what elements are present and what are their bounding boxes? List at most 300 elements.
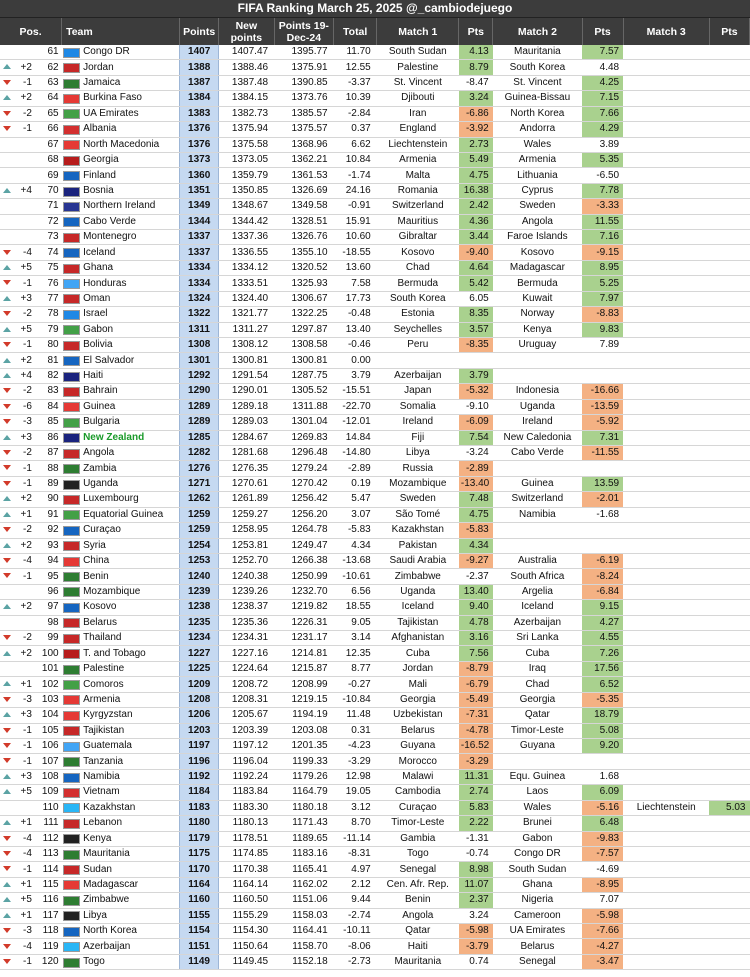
match1-points xyxy=(459,353,493,368)
match1-points: 9.40 xyxy=(459,600,493,615)
rank-position: 82 xyxy=(35,368,62,383)
team-name: North Macedonia xyxy=(81,137,180,152)
match2-points: -16.66 xyxy=(582,384,623,399)
match1-points: 16.38 xyxy=(459,183,493,198)
match2-points: -5.16 xyxy=(582,800,623,815)
table-row xyxy=(0,183,750,198)
rank-position: 88 xyxy=(35,461,62,476)
match3-points xyxy=(709,708,749,723)
rank-position: 104 xyxy=(35,708,62,723)
match1-points: -3.29 xyxy=(459,754,493,769)
table-row xyxy=(0,677,750,692)
new-points: 1384.15 xyxy=(219,91,274,106)
match1-points: 5.49 xyxy=(459,152,493,167)
match2-opponent: Laos xyxy=(493,785,582,800)
old-points: 1320.52 xyxy=(274,260,334,275)
down-arrow-icon xyxy=(0,631,14,646)
total-change: 8.77 xyxy=(334,661,377,676)
old-points: 1256.42 xyxy=(274,492,334,507)
flag-icon xyxy=(63,587,80,597)
match3-opponent xyxy=(623,646,709,661)
up-arrow-icon xyxy=(0,183,14,198)
rank-position: 112 xyxy=(35,831,62,846)
total-change: 12.55 xyxy=(334,60,377,75)
points: 1376 xyxy=(180,137,219,152)
new-points: 1174.85 xyxy=(219,846,274,861)
rank-change: -4 xyxy=(14,846,35,861)
table-row xyxy=(0,816,750,831)
match1-opponent: Georgia xyxy=(377,692,459,707)
new-points: 1224.64 xyxy=(219,661,274,676)
match3-points xyxy=(709,924,749,939)
match3-opponent xyxy=(623,492,709,507)
table-row xyxy=(0,507,750,522)
triangle-down-icon xyxy=(3,342,11,347)
match3-points xyxy=(709,183,749,198)
old-points: 1362.21 xyxy=(274,152,334,167)
match1-opponent: Djibouti xyxy=(377,91,459,106)
match1-points: -5.83 xyxy=(459,523,493,538)
flag-icon xyxy=(63,803,80,813)
match3-opponent xyxy=(623,230,709,245)
match2-opponent: Iceland xyxy=(493,600,582,615)
flag-cell xyxy=(62,908,82,923)
flag-cell xyxy=(62,307,82,322)
up-arrow-icon xyxy=(0,492,14,507)
points: 1387 xyxy=(180,75,219,90)
match1-opponent: Belarus xyxy=(377,723,459,738)
match2-points: -8.95 xyxy=(582,877,623,892)
flag-icon xyxy=(63,387,80,397)
up-arrow-icon xyxy=(0,291,14,306)
match2-points: -1.68 xyxy=(582,507,623,522)
points: 1292 xyxy=(180,368,219,383)
match2-points: 5.35 xyxy=(582,152,623,167)
match1-points: -2.89 xyxy=(459,461,493,476)
match1-opponent: Seychelles xyxy=(377,322,459,337)
rank-change xyxy=(14,800,35,815)
rank-position: 116 xyxy=(35,893,62,908)
match1-points: 4.78 xyxy=(459,615,493,630)
up-arrow-icon xyxy=(0,600,14,615)
total-change: -11.14 xyxy=(334,831,377,846)
new-points: 1183.30 xyxy=(219,800,274,815)
rank-change xyxy=(14,45,35,60)
match3-opponent xyxy=(623,122,709,137)
team-name: Armenia xyxy=(81,692,180,707)
rank-change: -1 xyxy=(14,754,35,769)
match3-points xyxy=(709,476,749,491)
flag-cell xyxy=(62,260,82,275)
rank-change: -2 xyxy=(14,307,35,322)
match1-points: 3.57 xyxy=(459,322,493,337)
team-name: Haiti xyxy=(81,368,180,383)
match1-opponent: Uzbekistan xyxy=(377,708,459,723)
match3-points xyxy=(709,322,749,337)
down-arrow-icon xyxy=(0,338,14,353)
triangle-down-icon xyxy=(3,280,11,285)
new-points: 1238.37 xyxy=(219,600,274,615)
rank-change: -4 xyxy=(14,939,35,954)
team-name: Thailand xyxy=(81,631,180,646)
match1-opponent: Gambia xyxy=(377,831,459,846)
flag-cell xyxy=(62,954,82,969)
total-change: -10.11 xyxy=(334,924,377,939)
rank-position: 80 xyxy=(35,338,62,353)
match2-opponent: Mauritania xyxy=(493,45,582,60)
down-arrow-icon xyxy=(0,846,14,861)
team-name: Ghana xyxy=(81,260,180,275)
rank-change: +2 xyxy=(14,353,35,368)
match2-opponent: Georgia xyxy=(493,692,582,707)
match2-points xyxy=(582,754,623,769)
new-points: 1333.51 xyxy=(219,276,274,291)
rank-position: 111 xyxy=(35,816,62,831)
ranking-table xyxy=(0,18,750,970)
new-points: 1290.01 xyxy=(219,384,274,399)
new-points: 1337.36 xyxy=(219,230,274,245)
rank-position: 102 xyxy=(35,677,62,692)
new-points: 1259.27 xyxy=(219,507,274,522)
new-points: 1291.54 xyxy=(219,368,274,383)
team-name: Tajikistan xyxy=(81,723,180,738)
match1-opponent: Afghanistan xyxy=(377,631,459,646)
match3-opponent xyxy=(623,291,709,306)
match3-opponent xyxy=(623,893,709,908)
triangle-down-icon xyxy=(3,465,11,470)
new-points: 1227.16 xyxy=(219,646,274,661)
flag-icon xyxy=(63,649,80,659)
total-change: -5.83 xyxy=(334,523,377,538)
team-name: Oman xyxy=(81,291,180,306)
match2-points: -9.83 xyxy=(582,831,623,846)
match1-opponent: Cen. Afr. Rep. xyxy=(377,877,459,892)
new-points: 1154.30 xyxy=(219,924,274,939)
triangle-up-icon xyxy=(3,188,11,193)
team-name: UA Emirates xyxy=(81,106,180,121)
col-match2: Match 2 xyxy=(493,18,582,45)
flag-icon xyxy=(63,834,80,844)
match1-points: 4.34 xyxy=(459,538,493,553)
table-row xyxy=(0,492,750,507)
total-change: 10.84 xyxy=(334,152,377,167)
flag-cell xyxy=(62,816,82,831)
match3-opponent xyxy=(623,75,709,90)
match1-opponent: Palestine xyxy=(377,60,459,75)
points: 1324 xyxy=(180,291,219,306)
match1-points: 2.37 xyxy=(459,893,493,908)
down-arrow-icon xyxy=(0,924,14,939)
no-change-icon xyxy=(0,214,14,229)
match1-opponent: Cuba xyxy=(377,646,459,661)
rank-change: +4 xyxy=(14,368,35,383)
new-points: 1375.94 xyxy=(219,122,274,137)
match3-points xyxy=(709,430,749,445)
total-change: 14.84 xyxy=(334,430,377,445)
flag-icon xyxy=(63,603,80,613)
rank-position: 108 xyxy=(35,769,62,784)
rank-position: 106 xyxy=(35,738,62,753)
flag-cell xyxy=(62,75,82,90)
match2-opponent: Wales xyxy=(493,137,582,152)
points: 1349 xyxy=(180,199,219,214)
match1-points: 7.48 xyxy=(459,492,493,507)
down-arrow-icon xyxy=(0,415,14,430)
old-points: 1165.41 xyxy=(274,862,334,877)
match3-opponent xyxy=(623,199,709,214)
rank-position: 98 xyxy=(35,615,62,630)
match3-opponent xyxy=(623,677,709,692)
old-points: 1395.77 xyxy=(274,45,334,60)
match3-points xyxy=(709,507,749,522)
match3-opponent xyxy=(623,924,709,939)
old-points: 1373.76 xyxy=(274,91,334,106)
match2-opponent: South Korea xyxy=(493,60,582,75)
match1-points: -8.47 xyxy=(459,75,493,90)
old-points: 1305.52 xyxy=(274,384,334,399)
table-row xyxy=(0,415,750,430)
match1-points: 2.73 xyxy=(459,137,493,152)
flag-cell xyxy=(62,631,82,646)
table-row xyxy=(0,106,750,121)
triangle-up-icon xyxy=(3,882,11,887)
match2-points: 9.15 xyxy=(582,600,623,615)
new-points: 1240.38 xyxy=(219,569,274,584)
match1-points: -8.35 xyxy=(459,338,493,353)
flag-cell xyxy=(62,60,82,75)
match1-points: -5.98 xyxy=(459,924,493,939)
flag-cell xyxy=(62,199,82,214)
match1-points: 4.13 xyxy=(459,45,493,60)
triangle-up-icon xyxy=(3,358,11,363)
match1-opponent: Curaçao xyxy=(377,800,459,815)
old-points: 1201.35 xyxy=(274,738,334,753)
rank-change: -6 xyxy=(14,399,35,414)
flag-cell xyxy=(62,122,82,137)
table-row xyxy=(0,384,750,399)
match3-opponent xyxy=(623,831,709,846)
triangle-down-icon xyxy=(3,527,11,532)
points: 1155 xyxy=(180,908,219,923)
flag-cell xyxy=(62,862,82,877)
points: 1209 xyxy=(180,677,219,692)
triangle-down-icon xyxy=(3,836,11,841)
rank-change: -1 xyxy=(14,476,35,491)
match2-points: 6.09 xyxy=(582,785,623,800)
match3-points xyxy=(709,245,749,260)
table-row xyxy=(0,785,750,800)
match3-opponent xyxy=(623,738,709,753)
match3-points xyxy=(709,738,749,753)
match1-opponent: Gibraltar xyxy=(377,230,459,245)
flag-cell xyxy=(62,445,82,460)
table-row xyxy=(0,445,750,460)
match2-points: 18.79 xyxy=(582,708,623,723)
match3-points xyxy=(709,91,749,106)
total-change: 4.34 xyxy=(334,538,377,553)
rank-position: 105 xyxy=(35,723,62,738)
old-points: 1194.19 xyxy=(274,708,334,723)
match2-opponent: St. Vincent xyxy=(493,75,582,90)
match1-points: 3.44 xyxy=(459,230,493,245)
table-row xyxy=(0,245,750,260)
team-name: Bolivia xyxy=(81,338,180,353)
team-name: Zambia xyxy=(81,461,180,476)
rank-change: -1 xyxy=(14,276,35,291)
total-change: -13.68 xyxy=(334,553,377,568)
match2-opponent: Sweden xyxy=(493,199,582,214)
flag-icon xyxy=(63,418,80,428)
triangle-up-icon xyxy=(3,681,11,686)
points: 1344 xyxy=(180,214,219,229)
total-change: -8.06 xyxy=(334,939,377,954)
match3-points xyxy=(709,276,749,291)
flag-icon xyxy=(63,557,80,567)
points: 1262 xyxy=(180,492,219,507)
rank-position: 114 xyxy=(35,862,62,877)
rank-position: 119 xyxy=(35,939,62,954)
match2-opponent: Sri Lanka xyxy=(493,631,582,646)
match3-points xyxy=(709,152,749,167)
old-points: 1164.79 xyxy=(274,785,334,800)
match2-opponent: South Africa xyxy=(493,569,582,584)
flag-cell xyxy=(62,415,82,430)
points: 1160 xyxy=(180,893,219,908)
old-points: 1158.03 xyxy=(274,908,334,923)
rank-change: -2 xyxy=(14,384,35,399)
match2-opponent: Cabo Verde xyxy=(493,445,582,460)
total-change: -2.89 xyxy=(334,461,377,476)
new-points: 1407.47 xyxy=(219,45,274,60)
match2-opponent: Bermuda xyxy=(493,276,582,291)
flag-cell xyxy=(62,168,82,183)
up-arrow-icon xyxy=(0,368,14,383)
match1-opponent: Guyana xyxy=(377,738,459,753)
flag-icon xyxy=(63,140,80,150)
points: 1170 xyxy=(180,862,219,877)
rank-position: 70 xyxy=(35,183,62,198)
new-points: 1208.72 xyxy=(219,677,274,692)
match2-points: -2.01 xyxy=(582,492,623,507)
flag-cell xyxy=(62,322,82,337)
new-points: 1334.12 xyxy=(219,260,274,275)
match3-opponent xyxy=(623,137,709,152)
match1-opponent: Angola xyxy=(377,908,459,923)
table-row xyxy=(0,646,750,661)
match1-opponent: Azerbaijan xyxy=(377,368,459,383)
table-row xyxy=(0,307,750,322)
match3-opponent xyxy=(623,353,709,368)
team-name: Angola xyxy=(81,445,180,460)
match1-opponent: Zimbabwe xyxy=(377,569,459,584)
total-change: -18.55 xyxy=(334,245,377,260)
down-arrow-icon xyxy=(0,307,14,322)
match3-points xyxy=(709,846,749,861)
match3-opponent xyxy=(623,538,709,553)
new-points: 1261.89 xyxy=(219,492,274,507)
triangle-down-icon xyxy=(3,126,11,131)
total-change: -4.23 xyxy=(334,738,377,753)
col-total: Total xyxy=(334,18,377,45)
rank-position: 63 xyxy=(35,75,62,90)
team-name: New Zealand xyxy=(81,430,180,445)
rank-change: -1 xyxy=(14,723,35,738)
flag-icon xyxy=(63,433,80,443)
up-arrow-icon xyxy=(0,877,14,892)
flag-icon xyxy=(63,217,80,227)
old-points: 1214.81 xyxy=(274,646,334,661)
team-name: Mauritania xyxy=(81,846,180,861)
new-points: 1300.81 xyxy=(219,353,274,368)
triangle-down-icon xyxy=(3,697,11,702)
triangle-up-icon xyxy=(3,913,11,918)
rank-position: 72 xyxy=(35,214,62,229)
match1-points: -5.49 xyxy=(459,692,493,707)
new-points: 1180.13 xyxy=(219,816,274,831)
match1-points: -0.74 xyxy=(459,846,493,861)
rank-change: +2 xyxy=(14,538,35,553)
match2-opponent: Australia xyxy=(493,553,582,568)
match1-opponent: Timor-Leste xyxy=(377,816,459,831)
rank-position: 90 xyxy=(35,492,62,507)
match2-points: -3.33 xyxy=(582,199,623,214)
team-name: Palestine xyxy=(81,661,180,676)
match2-opponent xyxy=(493,368,582,383)
triangle-up-icon xyxy=(3,496,11,501)
rank-position: 73 xyxy=(35,230,62,245)
match3-points xyxy=(709,199,749,214)
flag-icon xyxy=(63,341,80,351)
flag-cell xyxy=(62,692,82,707)
rank-position: 64 xyxy=(35,91,62,106)
match2-points xyxy=(582,538,623,553)
new-points: 1155.29 xyxy=(219,908,274,923)
match3-points xyxy=(709,353,749,368)
triangle-up-icon xyxy=(3,897,11,902)
table-row xyxy=(0,322,750,337)
old-points: 1151.06 xyxy=(274,893,334,908)
match2-points: 9.20 xyxy=(582,738,623,753)
flag-icon xyxy=(63,726,80,736)
flag-cell xyxy=(62,461,82,476)
table-row xyxy=(0,692,750,707)
down-arrow-icon xyxy=(0,862,14,877)
total-change: 3.79 xyxy=(334,368,377,383)
rank-change: +1 xyxy=(14,877,35,892)
points: 1192 xyxy=(180,769,219,784)
old-points: 1208.99 xyxy=(274,677,334,692)
points: 1311 xyxy=(180,322,219,337)
match1-opponent: Kosovo xyxy=(377,245,459,260)
points: 1151 xyxy=(180,939,219,954)
points: 1289 xyxy=(180,415,219,430)
match2-points: -5.35 xyxy=(582,692,623,707)
triangle-down-icon xyxy=(3,558,11,563)
table-row xyxy=(0,584,750,599)
match2-points: 7.66 xyxy=(582,106,623,121)
match1-opponent: Chad xyxy=(377,260,459,275)
new-points: 1205.67 xyxy=(219,708,274,723)
flag-cell xyxy=(62,523,82,538)
match1-opponent: Japan xyxy=(377,384,459,399)
points: 1289 xyxy=(180,399,219,414)
col-match1: Match 1 xyxy=(377,18,459,45)
match3-points xyxy=(709,569,749,584)
flag-icon xyxy=(63,372,80,382)
match3-points xyxy=(709,137,749,152)
team-name: Burkina Faso xyxy=(81,91,180,106)
table-row xyxy=(0,91,750,106)
